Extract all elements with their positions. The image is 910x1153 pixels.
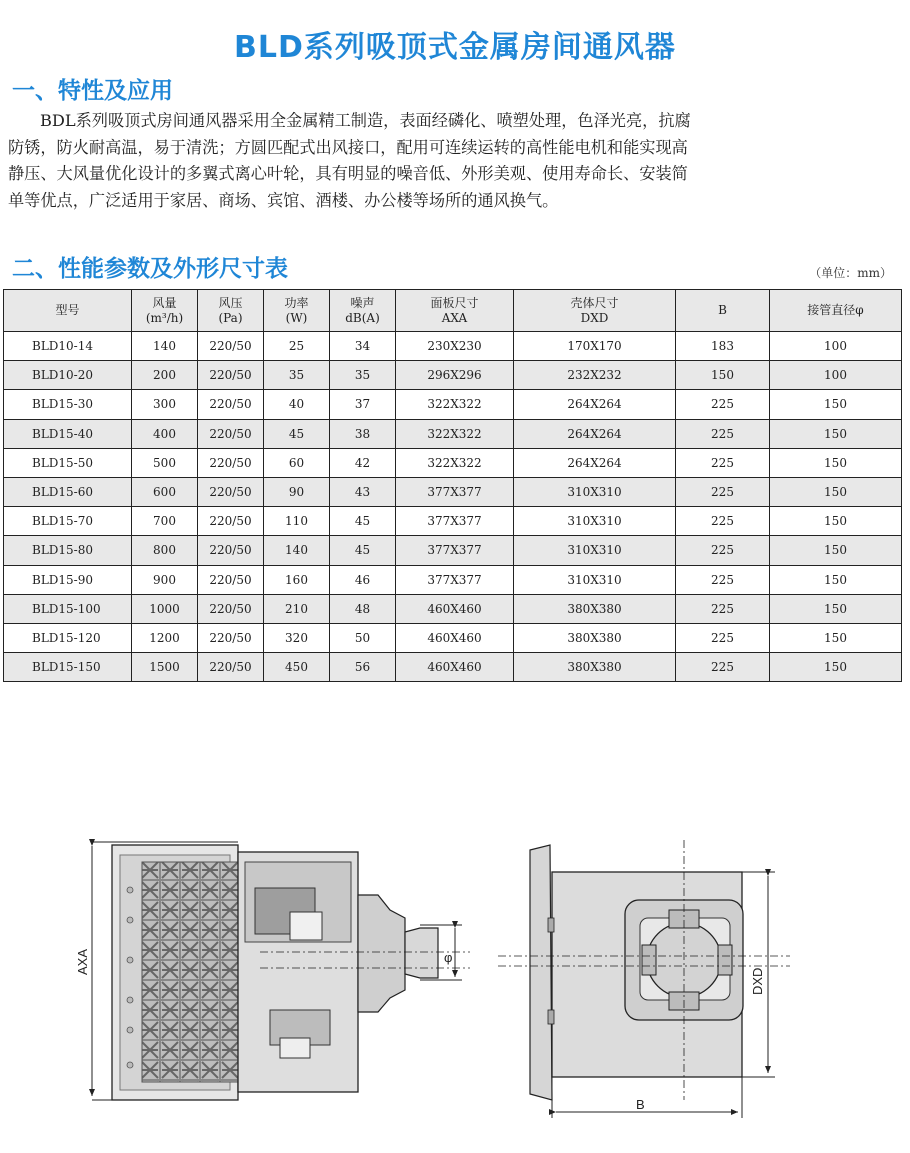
table-cell: 225 xyxy=(676,390,770,419)
page-title: BLD系列吸顶式金属房间通风器 xyxy=(234,30,676,65)
table-cell: 500 xyxy=(132,448,198,477)
column-header xyxy=(330,290,396,332)
table-cell: 100 xyxy=(770,361,902,390)
column-header-label: 壳体尺寸 xyxy=(570,295,619,310)
table-cell: 183 xyxy=(676,332,770,361)
table-cell: 140 xyxy=(132,332,198,361)
table-row xyxy=(4,653,902,682)
table-cell: 225 xyxy=(676,565,770,594)
table-cell: 1200 xyxy=(132,623,198,652)
table-cell: 310X310 xyxy=(514,507,676,536)
table-cell: 100 xyxy=(770,332,902,361)
table-cell: 110 xyxy=(264,507,330,536)
table-cell: 600 xyxy=(132,477,198,506)
table-cell: 460X460 xyxy=(396,653,514,682)
table-cell: 225 xyxy=(676,477,770,506)
table-cell: 296X296 xyxy=(396,361,514,390)
model-cell: BLD15-100 xyxy=(4,594,132,623)
table-cell: 377X377 xyxy=(396,536,514,565)
table-cell: 37 xyxy=(330,390,396,419)
column-header xyxy=(4,290,132,332)
table-cell: 377X377 xyxy=(396,565,514,594)
table-cell: 170X170 xyxy=(514,332,676,361)
model-cell: BLD15-90 xyxy=(4,565,132,594)
table-cell: 225 xyxy=(676,623,770,652)
table-cell: 220/50 xyxy=(198,332,264,361)
model-cell: BLD15-120 xyxy=(4,623,132,652)
column-header xyxy=(514,290,676,332)
table-cell: 400 xyxy=(132,419,198,448)
table-cell: 150 xyxy=(770,653,902,682)
table-cell: 380X380 xyxy=(514,653,676,682)
table-cell: 50 xyxy=(330,623,396,652)
table-cell: 45 xyxy=(330,536,396,565)
column-header-label: 接管直径φ xyxy=(807,303,864,317)
table-cell: 34 xyxy=(330,332,396,361)
paragraph-line: 防锈，防火耐高温，易于清洗；方圆匹配式出风接口，配用可连续运转的高性能电机和能实现高 xyxy=(8,137,688,157)
table-cell: 450 xyxy=(264,653,330,682)
dimension-drawing xyxy=(0,800,910,1153)
table-cell: 210 xyxy=(264,594,330,623)
column-header-label: B xyxy=(718,303,727,317)
table-cell: 380X380 xyxy=(514,623,676,652)
label-axa: AXA xyxy=(75,948,90,975)
column-header xyxy=(676,290,770,332)
label-dxd: DXD xyxy=(750,967,765,995)
table-cell: 35 xyxy=(330,361,396,390)
column-header xyxy=(264,290,330,332)
paragraph-line: 单等优点，广泛适用于家居、商场、宾馆、酒楼、办公楼等场所的通风换气。 xyxy=(8,190,559,210)
model-cell: BLD15-30 xyxy=(4,390,132,419)
table-cell: 900 xyxy=(132,565,198,594)
table-cell: 225 xyxy=(676,653,770,682)
paragraph-line: BDL系列吸顶式房间通风器采用全金属精工制造，表面经磷化、喷塑处理，色泽光亮，抗腐 xyxy=(40,111,691,130)
table-cell: 150 xyxy=(770,477,902,506)
table-cell: 310X310 xyxy=(514,565,676,594)
column-header-label: 风量 xyxy=(152,295,177,310)
table-cell: 700 xyxy=(132,507,198,536)
table-cell: 310X310 xyxy=(514,477,676,506)
table-cell: 380X380 xyxy=(514,594,676,623)
table-cell: 56 xyxy=(330,653,396,682)
table-cell: 225 xyxy=(676,448,770,477)
model-cell: BLD15-50 xyxy=(4,448,132,477)
table-cell: 230X230 xyxy=(396,332,514,361)
features-paragraph xyxy=(8,108,888,214)
label-b: B xyxy=(636,1097,645,1112)
column-header-label: 噪声 xyxy=(350,295,375,310)
section-heading-specs: 二、性能参数及外形尺寸表 xyxy=(12,256,288,282)
table-row xyxy=(4,565,902,594)
table-header-row xyxy=(4,290,902,332)
table-cell: 42 xyxy=(330,448,396,477)
model-cell: BLD15-150 xyxy=(4,653,132,682)
table-cell: 320 xyxy=(264,623,330,652)
table-cell: 220/50 xyxy=(198,536,264,565)
table-cell: 140 xyxy=(264,536,330,565)
table-cell: 460X460 xyxy=(396,623,514,652)
table-cell: 322X322 xyxy=(396,390,514,419)
column-header-label: 面板尺寸 xyxy=(430,295,479,310)
table-cell: 264X264 xyxy=(514,448,676,477)
table-cell: 225 xyxy=(676,419,770,448)
table-row xyxy=(4,507,902,536)
table-cell: 45 xyxy=(264,419,330,448)
table-cell: 150 xyxy=(770,419,902,448)
table-cell: 800 xyxy=(132,536,198,565)
side-view xyxy=(75,842,470,1100)
column-header xyxy=(198,290,264,332)
table-cell: 25 xyxy=(264,332,330,361)
table-cell: 60 xyxy=(264,448,330,477)
table-row xyxy=(4,536,902,565)
table-cell: 40 xyxy=(264,390,330,419)
model-cell: BLD10-20 xyxy=(4,361,132,390)
table-row xyxy=(4,332,902,361)
table-row xyxy=(4,477,902,506)
table-cell: 220/50 xyxy=(198,477,264,506)
table-row xyxy=(4,623,902,652)
table-cell: 38 xyxy=(330,419,396,448)
spec-table xyxy=(3,289,902,682)
column-header xyxy=(770,290,902,332)
table-cell: 220/50 xyxy=(198,361,264,390)
table-row xyxy=(4,448,902,477)
table-cell: 300 xyxy=(132,390,198,419)
table-cell: 45 xyxy=(330,507,396,536)
column-header-unit: dB(A) xyxy=(345,310,380,325)
table-cell: 220/50 xyxy=(198,565,264,594)
table-cell: 1500 xyxy=(132,653,198,682)
table-cell: 150 xyxy=(770,594,902,623)
table-cell: 35 xyxy=(264,361,330,390)
table-cell: 150 xyxy=(770,565,902,594)
model-cell: BLD15-80 xyxy=(4,536,132,565)
table-cell: 48 xyxy=(330,594,396,623)
table-cell: 150 xyxy=(770,390,902,419)
table-cell: 220/50 xyxy=(198,623,264,652)
column-header-unit: (m³/h) xyxy=(145,310,184,325)
table-cell: 1000 xyxy=(132,594,198,623)
column-header-unit: AXA xyxy=(441,310,468,325)
table-row xyxy=(4,390,902,419)
column-header xyxy=(396,290,514,332)
table-cell: 220/50 xyxy=(198,507,264,536)
table-cell: 150 xyxy=(770,536,902,565)
table-cell: 232X232 xyxy=(514,361,676,390)
table-cell: 220/50 xyxy=(198,594,264,623)
model-cell: BLD15-40 xyxy=(4,419,132,448)
column-header-unit: (Pa) xyxy=(218,310,243,325)
table-cell: 264X264 xyxy=(514,390,676,419)
label-phi: φ xyxy=(444,950,453,965)
table-cell: 225 xyxy=(676,507,770,536)
paragraph-line: 静压、大风量优化设计的多翼式离心叶轮，具有明显的噪音低、外形美观、使用寿命长、安装简 xyxy=(8,164,688,183)
column-header-unit: (W) xyxy=(285,310,308,325)
table-cell: 220/50 xyxy=(198,390,264,419)
table-cell: 322X322 xyxy=(396,448,514,477)
table-cell: 200 xyxy=(132,361,198,390)
table-row xyxy=(4,594,902,623)
table-cell: 150 xyxy=(770,507,902,536)
table-cell: 377X377 xyxy=(396,477,514,506)
table-cell: 310X310 xyxy=(514,536,676,565)
column-header-label: 功率 xyxy=(284,295,309,310)
unit-note: （单位：mm） xyxy=(809,266,892,280)
column-header xyxy=(132,290,198,332)
column-header-unit: DXD xyxy=(580,310,609,325)
table-cell: 460X460 xyxy=(396,594,514,623)
table-cell: 377X377 xyxy=(396,507,514,536)
table-cell: 150 xyxy=(676,361,770,390)
table-cell: 220/50 xyxy=(198,419,264,448)
table-cell: 150 xyxy=(770,623,902,652)
model-cell: BLD10-14 xyxy=(4,332,132,361)
table-cell: 225 xyxy=(676,536,770,565)
table-cell: 160 xyxy=(264,565,330,594)
table-cell: 220/50 xyxy=(198,653,264,682)
section-heading-features: 一、特性及应用 xyxy=(12,78,173,104)
table-row xyxy=(4,361,902,390)
table-row xyxy=(4,419,902,448)
table-cell: 43 xyxy=(330,477,396,506)
table-cell: 225 xyxy=(676,594,770,623)
model-cell: BLD15-70 xyxy=(4,507,132,536)
table-cell: 150 xyxy=(770,448,902,477)
table-cell: 220/50 xyxy=(198,448,264,477)
table-cell: 90 xyxy=(264,477,330,506)
column-header-label: 型号 xyxy=(55,303,80,317)
table-cell: 322X322 xyxy=(396,419,514,448)
column-header-label: 风压 xyxy=(218,295,243,310)
front-view xyxy=(498,840,790,1118)
table-cell: 264X264 xyxy=(514,419,676,448)
model-cell: BLD15-60 xyxy=(4,477,132,506)
table-cell: 46 xyxy=(330,565,396,594)
